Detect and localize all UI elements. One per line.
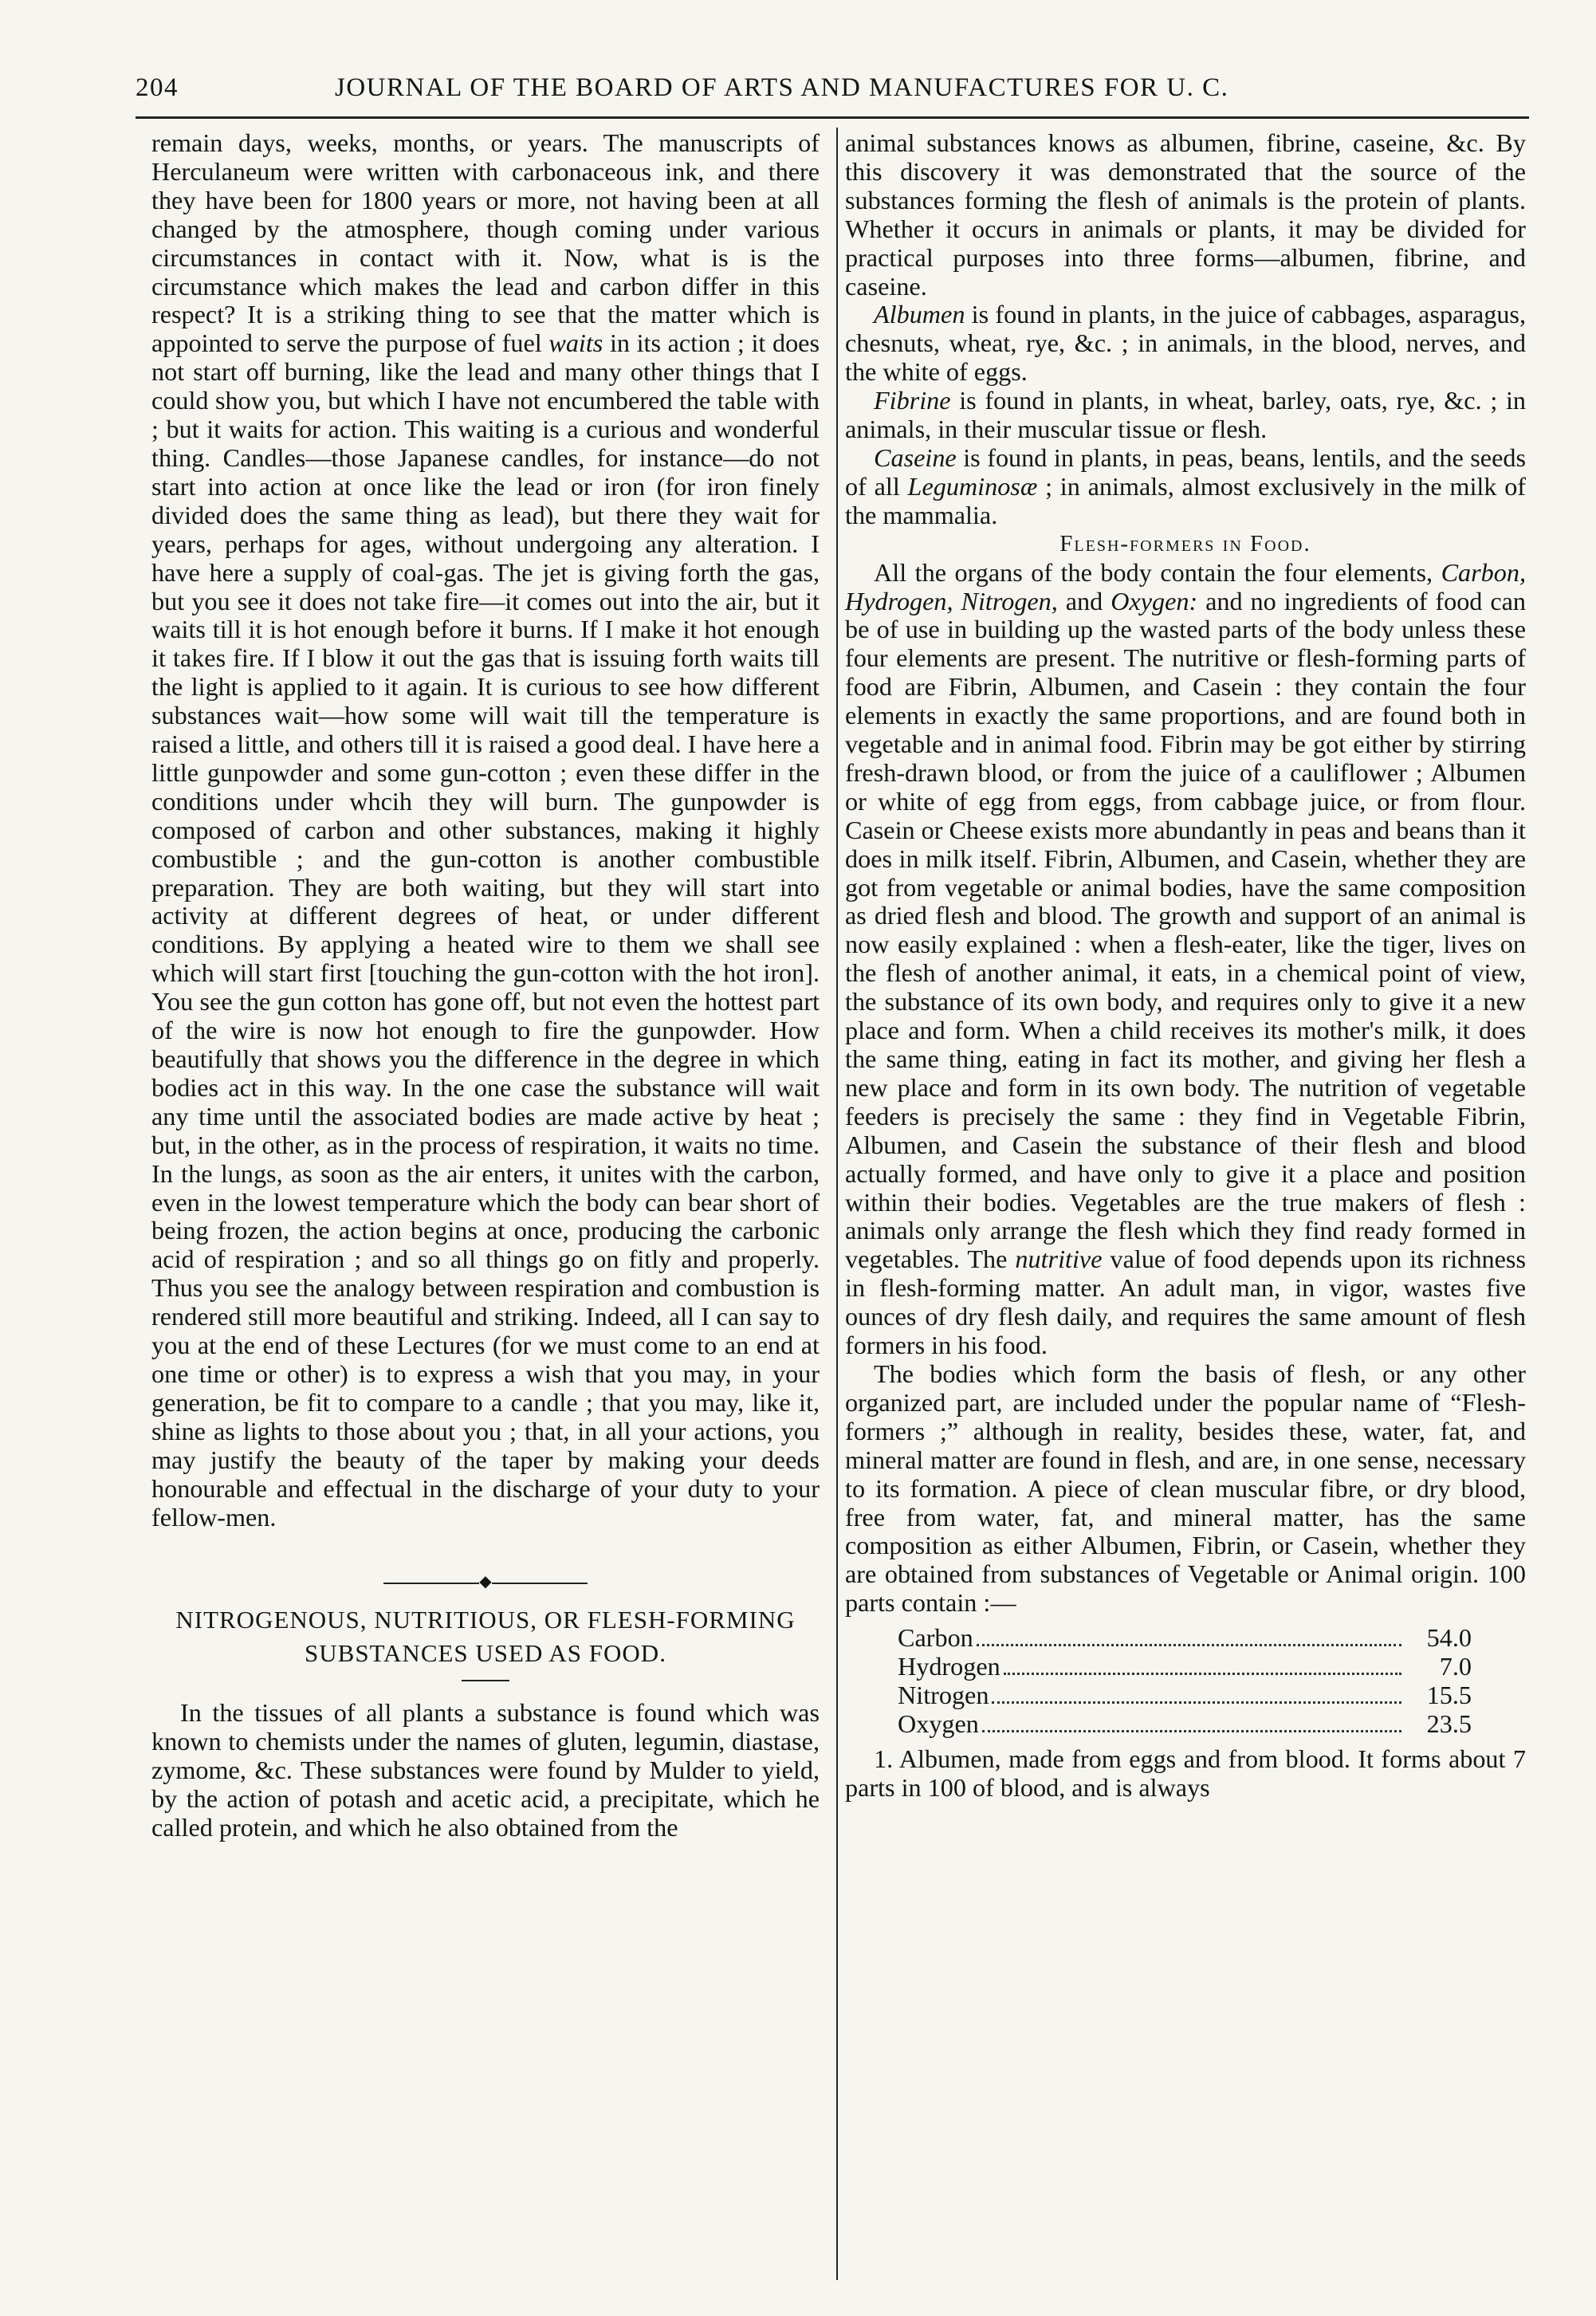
section-ornament: ◆ [151,1568,820,1587]
element-carbon: Carbon, [1441,557,1526,587]
element-name: Carbon [898,1623,973,1653]
element-name: Oxygen [898,1709,979,1739]
paragraph-albumen [845,301,1526,387]
left-column [151,129,820,1842]
journal-title: JOURNAL OF THE BOARD OF ARTS AND MANUFACTURES FOR U. C. [335,73,1229,102]
header-rule [136,116,1529,119]
text-run: All the organs of the body contain the four elements, [874,557,1441,587]
paragraph [845,559,1526,1360]
paragraph: animal substances knows as albumen, fibrine, caseine, &c. By this discovery it was demonstrated that the source of the substances forming the flesh of animals is the protein of plants. Whether it occurs in animals or plants, it may be divided for practical purposes into three forms—albumen, fibrine, and caseine. [845,128,1526,301]
page-number: 204 [136,73,179,102]
element-name: Nitrogen [898,1681,989,1710]
paragraph [151,129,820,1532]
table-row [898,1710,1472,1739]
paragraph: The bodies which form the basis of flesh, or any other organized part, are included under the popular name of “Flesh-formers ;” although in reality, besides these, water, fat, and mineral matter are found in flesh, and are, in one sense, necessary to its formation. A piece of clean muscular fibre, or dry blood, free from water, fat, and mineral matter, has the same composition as either Albumen, Fibrin, or Casein, whether they are obtained from substances of Vegetable or Animal origin. 100 parts contain :— [845,1359,1526,1618]
text-run: is found in plants, in peas, beans, lentils, and the seeds of all [845,442,1526,501]
text-run: is found in plants, in wheat, barley, oats, rye, &c. ; in animals, in their muscular tissue or flesh. [845,386,1526,444]
leader-dots [977,1644,1401,1646]
element-value: 15.5 [1426,1681,1472,1710]
element-name: Hydrogen [898,1652,1000,1681]
paragraph: In the tissues of all plants a substance is found which was known to chemists under the names of gluten, legumin, diastase, zymome, &c. These substances were found by Mulder to yield, by the action of potash and acetic acid, a precipitate, which he called protein, and which he also obtained from the [151,1698,820,1842]
paragraph-fibrine [845,387,1526,444]
heading-rule [462,1680,509,1681]
term-fibrine: Fibrine [874,386,951,415]
element-value: 23.5 [1426,1709,1472,1739]
text-run: value of food depends upon its richness in flesh-forming matter. An adult man, in vigor, wastes five ounces of dry flesh daily, and requires the same amount of flesh formers in his food. [845,1245,1526,1360]
paragraph: 1. Albumen, made from eggs and from blood. It forms about 7 parts in 100 of blood, and is always [845,1744,1526,1803]
text-run: remain days, weeks, months, or years. The manuscripts of Herculaneum were written with carbonaceous ink, and there they have been for 1800 years or more, not having been at all changed by the atmosphere, though coming under various circumstances in contact with it. Now, what is is the circumstance which makes the lead and carbon differ in this respect? It is a striking thing to see that the matter which is appointed to serve the purpose of fuel [151,128,820,358]
element-nitrogen: Nitrogen, [961,586,1058,615]
article-heading: NITROGENOUS, NUTRITIOUS, OR FLESH-FORMING SUBSTANCES USED AS FOOD. [175,1606,796,1668]
element-hydrogen: Hydrogen, [845,586,953,615]
leader-dots [982,1730,1401,1732]
term-caseine: Caseine [874,442,957,472]
element-value: 54.0 [1426,1623,1472,1653]
running-header [136,73,1529,113]
text-run: ; in animals, almost exclusively in the milk of the mammalia. [845,471,1527,529]
leader-dots [1004,1673,1401,1675]
right-column [845,129,1526,1803]
table-row [898,1653,1472,1681]
emphasis: Leguminosæ [907,471,1038,501]
text-run: and [1057,586,1111,615]
text-run: is found in plants, in the juice of cabbages, asparagus, chesnuts, wheat, rye, &c. ; in animals, in the blood, nerves, and the white of eggs. [845,300,1526,387]
emphasis: nutritive [1015,1245,1103,1274]
term-albumen: Albumen [874,300,965,329]
paragraph-caseine [845,444,1526,530]
text-run: in its action ; it does not start off burning, like the lead and many other things that I could show you, but which I have not encumbered the table with ; but it waits for action. This waiting is a curious and wonderful thing. Candles—those Japanese candles, for instance—do not start into action at once like the lead or iron (for iron finely divided does the same thing as lead), but there they wait for years, perhaps for ages, without undergoing any alteration. I have here a supply of coal-gas. The jet is giving forth the gas, but you see it does not take fire—it comes out into the air, but it waits till it is hot enough before it burns. If I make it hot enough it takes fire. If I blow it out the gas that is issuing forth waits till the light is applied to it again. It is curious to see how different substances wait—how some will wait till the temperature is raised a little, and others till it is raised a good deal. I have here a little gunpowder and some gun-cotton ; even these differ in the conditions under whcih they will burn. The gunpowder is composed of carbon and other substances, making it highly combustible ; and the gun-cotton is another combustible preparation. They are both waiting, but they will start into activity at different degrees of heat, or under different conditions. By applying a heated wire to them we shall see which will start first [touching the gun-cotton with the hot iron]. You see the gun cotton has gone off, but not even the hottest part of the wire is now hot enough to fire the gunpowder. How beautifully that shows you the difference in the degree in which bodies act in this way. In the one case the substance will wait any time until the associated bodies are made active by heat ; but, in the other, as in the process of respiration, it waits no time. In the lungs, as soon as the air enters, it unites with the carbon, even in the lowest temperature which the body can bear short of being frozen, the action begins at once, producing the carbonic acid of respiration ; and so all things go on fitly and properly. Thus you see the analogy between respiration and combustion is rendered still more beautiful and striking. Indeed, all I can say to you at the end of these Lectures (for we must come to an end at one time or other) is to express a wish that you may, in your generation, be fit to compare to a candle ; that you may, like it, shine as lights to those about you ; that, in all your actions, you may justify the beauty of the taper by making your deeds honourable and effectual in the discharge of your duty to your fellow-men. [151,328,820,1532]
text-run: and no ingredients of food can be of use in building up the wasted parts of the body unless these four elements are present. The nutritive or flesh-forming parts of food are Fibrin, Albumen, and Casein : they contain the four elements in exactly the same proportions, and are found both in vegetable and in animal food. Fibrin may be got either by stirring fresh-drawn blood, or from the juice of a cauliflower ; Albumen or white of egg from eggs, from cabbage juice, or from flour. Casein or Cheese exists more abundantly in peas and beans than it does in milk itself. Fibrin, Albumen, and Casein, whether they are got from vegetable or animal bodies, have the same composition as dried flesh and blood. The growth and support of an animal is now easily explained : when a flesh-eater, like the tiger, lives on the flesh of another animal, it eats, in a chemical point of view, the substance of its own body, and requires only to give it a new place and form. When a child receives its mother's milk, it does the same thing, eating in fact its mother, and giving her flesh a new place and form in its own body. The nutrition of vegetable feeders is precisely the same : they find in Vegetable Fibrin, Albumen, and Casein the substance of their flesh and blood actually formed, and have only to give it a place and position within their bodies. Vegetables are the true makers of flesh : animals only arrange the flesh which they find ready formed in vegetables. The [845,586,1526,1274]
emphasis: waits [548,328,603,358]
element-value: 7.0 [1439,1652,1472,1681]
leader-dots [992,1701,1401,1704]
section-subheading: Flesh-formers in Food. [1059,530,1311,556]
table-row [898,1681,1472,1710]
column-divider [836,128,838,2280]
table-row [898,1624,1472,1653]
element-oxygen: Oxygen: [1111,586,1198,615]
composition-table [898,1624,1472,1739]
